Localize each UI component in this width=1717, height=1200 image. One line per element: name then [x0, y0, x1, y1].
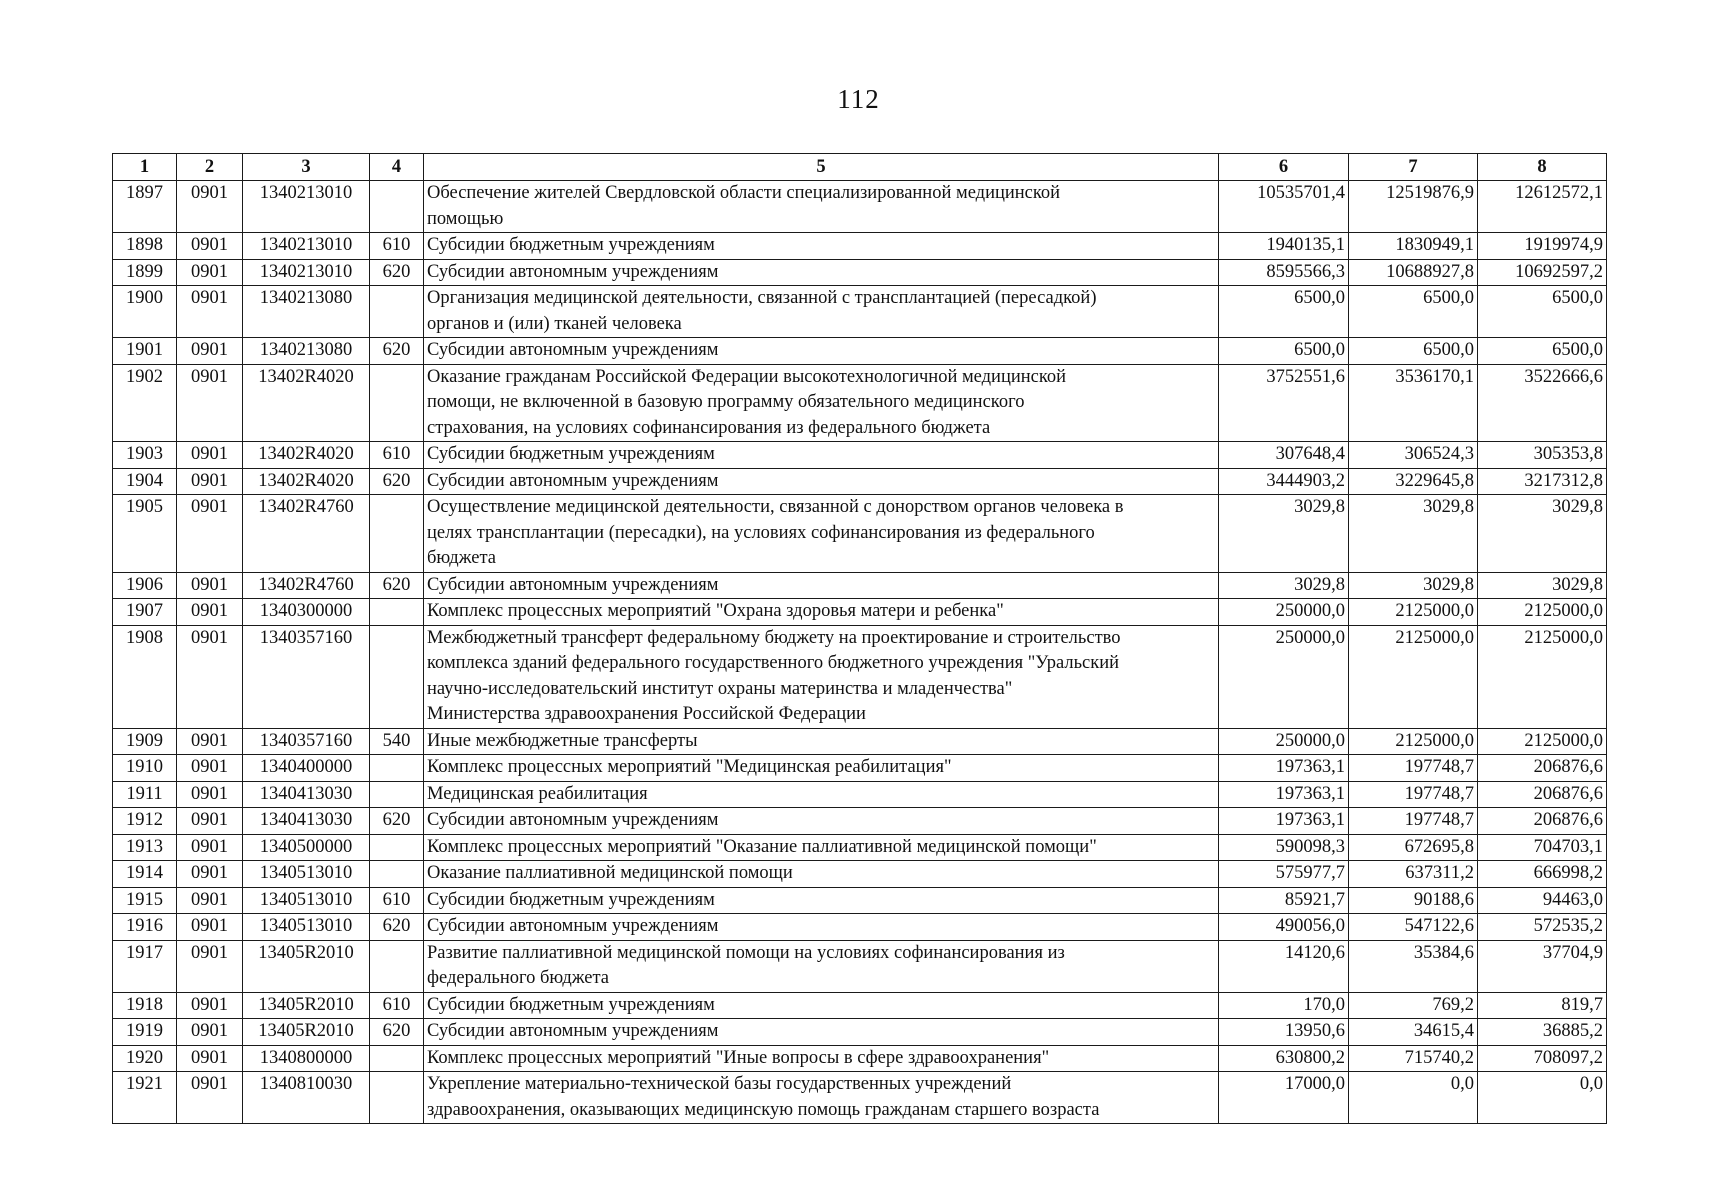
expense-type-code: 620: [370, 914, 424, 941]
expense-type-code: 620: [370, 572, 424, 599]
row-number: 1912: [113, 808, 177, 835]
target-article-code: 1340810030: [243, 1072, 370, 1124]
table-row: [113, 808, 1607, 835]
table-row: [113, 1019, 1607, 1046]
amount-col-7: 90188,6: [1349, 887, 1478, 914]
row-number: 1907: [113, 599, 177, 626]
target-article-code: 1340513010: [243, 887, 370, 914]
amount-col-8: 0,0: [1478, 1072, 1607, 1124]
amount-col-8: 3217312,8: [1478, 468, 1607, 495]
section-code: 0901: [177, 468, 243, 495]
amount-col-6: 1940135,1: [1219, 233, 1349, 260]
amount-col-6: 14120,6: [1219, 940, 1349, 992]
amount-col-6: 250000,0: [1219, 728, 1349, 755]
row-description: Субсидии автономным учреждениям: [424, 259, 1219, 286]
section-code: 0901: [177, 495, 243, 573]
table-row: [113, 781, 1607, 808]
amount-col-8: 1919974,9: [1478, 233, 1607, 260]
row-number: 1911: [113, 781, 177, 808]
section-code: 0901: [177, 914, 243, 941]
row-description: Комплекс процессных мероприятий "Иные вопросы в сфере здравоохранения": [424, 1045, 1219, 1072]
column-header: 3: [243, 154, 370, 181]
table-row: [113, 1045, 1607, 1072]
column-header: 2: [177, 154, 243, 181]
amount-col-8: 6500,0: [1478, 286, 1607, 338]
amount-col-7: 34615,4: [1349, 1019, 1478, 1046]
target-article-code: 1340213010: [243, 181, 370, 233]
amount-col-8: 2125000,0: [1478, 625, 1607, 728]
amount-col-7: 197748,7: [1349, 781, 1478, 808]
expense-type-code: 610: [370, 992, 424, 1019]
target-article-code: 1340500000: [243, 834, 370, 861]
amount-col-7: 3029,8: [1349, 572, 1478, 599]
amount-col-6: 3029,8: [1219, 572, 1349, 599]
row-number: 1900: [113, 286, 177, 338]
target-article-code: 1340413030: [243, 781, 370, 808]
amount-col-8: 2125000,0: [1478, 728, 1607, 755]
section-code: 0901: [177, 442, 243, 469]
row-number: 1904: [113, 468, 177, 495]
target-article-code: 1340413030: [243, 808, 370, 835]
table-row: [113, 887, 1607, 914]
row-number: 1905: [113, 495, 177, 573]
amount-col-7: 6500,0: [1349, 286, 1478, 338]
amount-col-6: 250000,0: [1219, 599, 1349, 626]
amount-col-6: 3444903,2: [1219, 468, 1349, 495]
row-description: Комплекс процессных мероприятий "Охрана здоровья матери и ребенка": [424, 599, 1219, 626]
amount-col-7: 3229645,8: [1349, 468, 1478, 495]
table-row: [113, 364, 1607, 442]
section-code: 0901: [177, 364, 243, 442]
amount-col-6: 8595566,3: [1219, 259, 1349, 286]
amount-col-7: 10688927,8: [1349, 259, 1478, 286]
amount-col-8: 3029,8: [1478, 572, 1607, 599]
section-code: 0901: [177, 625, 243, 728]
section-code: 0901: [177, 338, 243, 365]
table-row: [113, 625, 1607, 728]
target-article-code: 1340213010: [243, 233, 370, 260]
column-header: 8: [1478, 154, 1607, 181]
row-description: Субсидии автономным учреждениям: [424, 808, 1219, 835]
section-code: 0901: [177, 887, 243, 914]
amount-col-8: 708097,2: [1478, 1045, 1607, 1072]
section-code: 0901: [177, 1019, 243, 1046]
amount-col-6: 197363,1: [1219, 808, 1349, 835]
target-article-code: 13405R2010: [243, 940, 370, 992]
amount-col-6: 17000,0: [1219, 1072, 1349, 1124]
amount-col-7: 3536170,1: [1349, 364, 1478, 442]
section-code: 0901: [177, 233, 243, 260]
section-code: 0901: [177, 940, 243, 992]
expense-type-code: [370, 1045, 424, 1072]
row-description: Субсидии бюджетным учреждениям: [424, 442, 1219, 469]
amount-col-7: 2125000,0: [1349, 625, 1478, 728]
target-article-code: 1340213080: [243, 338, 370, 365]
amount-col-8: 206876,6: [1478, 808, 1607, 835]
row-description: Оказание гражданам Российской Федерации высокотехнологичной медицинской помощи, не включенной в базовую программу обязательного медицинского страхования, на условиях софинансирования из федерального бюджета: [424, 364, 1219, 442]
section-code: 0901: [177, 781, 243, 808]
amount-col-8: 206876,6: [1478, 755, 1607, 782]
expense-type-code: [370, 834, 424, 861]
expense-type-code: 620: [370, 259, 424, 286]
row-description: Укрепление материально-технической базы государственных учреждений здравоохранения, оказывающих медицинскую помощь гражданам старшего возраста: [424, 1072, 1219, 1124]
row-description: Межбюджетный трансферт федеральному бюджету на проектирование и строительство комплекса зданий федерального государственного бюджетного учреждения "Уральский научно-исследовательский институт охраны материнства и младенчества" Министерства здравоохранения Российской Федерации: [424, 625, 1219, 728]
expense-type-code: [370, 495, 424, 573]
target-article-code: 1340300000: [243, 599, 370, 626]
section-code: 0901: [177, 1072, 243, 1124]
section-code: 0901: [177, 286, 243, 338]
amount-col-7: 3029,8: [1349, 495, 1478, 573]
row-description: Субсидии бюджетным учреждениям: [424, 887, 1219, 914]
target-article-code: 1340213080: [243, 286, 370, 338]
amount-col-8: 3522666,6: [1478, 364, 1607, 442]
row-number: 1901: [113, 338, 177, 365]
section-code: 0901: [177, 728, 243, 755]
target-article-code: 1340400000: [243, 755, 370, 782]
expense-type-code: 540: [370, 728, 424, 755]
row-number: 1909: [113, 728, 177, 755]
amount-col-6: 575977,7: [1219, 861, 1349, 888]
row-number: 1898: [113, 233, 177, 260]
amount-col-7: 672695,8: [1349, 834, 1478, 861]
row-description: Комплекс процессных мероприятий "Оказание паллиативной медицинской помощи": [424, 834, 1219, 861]
section-code: 0901: [177, 808, 243, 835]
row-description: Осуществление медицинской деятельности, связанной с донорством органов человека в целях трансплантации (пересадки), на условиях софинансирования из федерального бюджета: [424, 495, 1219, 573]
amount-col-8: 94463,0: [1478, 887, 1607, 914]
amount-col-7: 1830949,1: [1349, 233, 1478, 260]
row-description: Организация медицинской деятельности, связанной с трансплантацией (пересадкой) органов и (или) тканей человека: [424, 286, 1219, 338]
table-row: [113, 861, 1607, 888]
amount-col-7: 637311,2: [1349, 861, 1478, 888]
row-description: Комплекс процессных мероприятий "Медицинская реабилитация": [424, 755, 1219, 782]
amount-col-8: 704703,1: [1478, 834, 1607, 861]
section-code: 0901: [177, 259, 243, 286]
section-code: 0901: [177, 572, 243, 599]
amount-col-7: 769,2: [1349, 992, 1478, 1019]
row-number: 1903: [113, 442, 177, 469]
row-number: 1920: [113, 1045, 177, 1072]
amount-col-6: 85921,7: [1219, 887, 1349, 914]
amount-col-8: 10692597,2: [1478, 259, 1607, 286]
table-row: [113, 495, 1607, 573]
target-article-code: 13402R4760: [243, 572, 370, 599]
row-description: Субсидии автономным учреждениям: [424, 1019, 1219, 1046]
row-description: Субсидии автономным учреждениям: [424, 338, 1219, 365]
expense-type-code: [370, 625, 424, 728]
amount-col-6: 590098,3: [1219, 834, 1349, 861]
table-row: [113, 914, 1607, 941]
amount-col-6: 3029,8: [1219, 495, 1349, 573]
expense-type-code: [370, 1072, 424, 1124]
amount-col-6: 10535701,4: [1219, 181, 1349, 233]
row-number: 1902: [113, 364, 177, 442]
amount-col-6: 197363,1: [1219, 781, 1349, 808]
target-article-code: 13405R2010: [243, 1019, 370, 1046]
row-description: Субсидии бюджетным учреждениям: [424, 233, 1219, 260]
amount-col-6: 630800,2: [1219, 1045, 1349, 1072]
row-description: Медицинская реабилитация: [424, 781, 1219, 808]
amount-col-6: 307648,4: [1219, 442, 1349, 469]
table-row: [113, 338, 1607, 365]
amount-col-8: 206876,6: [1478, 781, 1607, 808]
row-number: 1921: [113, 1072, 177, 1124]
table-body: [113, 181, 1607, 1124]
target-article-code: 1340513010: [243, 914, 370, 941]
section-code: 0901: [177, 181, 243, 233]
row-number: 1916: [113, 914, 177, 941]
section-code: 0901: [177, 1045, 243, 1072]
row-number: 1917: [113, 940, 177, 992]
row-description: Развитие паллиативной медицинской помощи на условиях софинансирования из федерального бюджета: [424, 940, 1219, 992]
expense-type-code: 620: [370, 468, 424, 495]
section-code: 0901: [177, 861, 243, 888]
amount-col-7: 306524,3: [1349, 442, 1478, 469]
row-number: 1897: [113, 181, 177, 233]
amount-col-7: 2125000,0: [1349, 728, 1478, 755]
target-article-code: 13402R4020: [243, 442, 370, 469]
expense-type-code: [370, 940, 424, 992]
table-row: [113, 755, 1607, 782]
table-row: [113, 992, 1607, 1019]
amount-col-7: 547122,6: [1349, 914, 1478, 941]
row-description: Субсидии автономным учреждениям: [424, 572, 1219, 599]
table-row: [113, 259, 1607, 286]
table-row: [113, 940, 1607, 992]
amount-col-7: 197748,7: [1349, 808, 1478, 835]
column-header: 1: [113, 154, 177, 181]
section-code: 0901: [177, 834, 243, 861]
page-number: 112: [837, 84, 880, 114]
amount-col-7: 715740,2: [1349, 1045, 1478, 1072]
table-row: [113, 728, 1607, 755]
row-number: 1914: [113, 861, 177, 888]
amount-col-7: 12519876,9: [1349, 181, 1478, 233]
target-article-code: 1340513010: [243, 861, 370, 888]
expense-type-code: [370, 364, 424, 442]
section-code: 0901: [177, 599, 243, 626]
column-header: 6: [1219, 154, 1349, 181]
amount-col-8: 2125000,0: [1478, 599, 1607, 626]
target-article-code: 13402R4020: [243, 364, 370, 442]
expense-type-code: [370, 286, 424, 338]
row-number: 1913: [113, 834, 177, 861]
row-description: Субсидии автономным учреждениям: [424, 914, 1219, 941]
amount-col-6: 197363,1: [1219, 755, 1349, 782]
expense-type-code: 610: [370, 887, 424, 914]
expense-type-code: 620: [370, 338, 424, 365]
table-row: [113, 233, 1607, 260]
expense-type-code: 610: [370, 442, 424, 469]
header-row: [113, 154, 1607, 181]
budget-table: [112, 153, 1607, 1124]
table-row: [113, 599, 1607, 626]
table-row: [113, 286, 1607, 338]
amount-col-8: 36885,2: [1478, 1019, 1607, 1046]
amount-col-6: 170,0: [1219, 992, 1349, 1019]
amount-col-8: 819,7: [1478, 992, 1607, 1019]
expense-type-code: [370, 861, 424, 888]
section-code: 0901: [177, 755, 243, 782]
amount-col-6: 6500,0: [1219, 338, 1349, 365]
expense-type-code: 610: [370, 233, 424, 260]
amount-col-8: 666998,2: [1478, 861, 1607, 888]
target-article-code: 1340800000: [243, 1045, 370, 1072]
row-description: Иные межбюджетные трансферты: [424, 728, 1219, 755]
row-number: 1910: [113, 755, 177, 782]
row-number: 1915: [113, 887, 177, 914]
table-row: [113, 572, 1607, 599]
amount-col-7: 197748,7: [1349, 755, 1478, 782]
amount-col-6: 6500,0: [1219, 286, 1349, 338]
table-row: [113, 181, 1607, 233]
table-row: [113, 468, 1607, 495]
column-header: 5: [424, 154, 1219, 181]
amount-col-8: 6500,0: [1478, 338, 1607, 365]
expense-type-code: 620: [370, 808, 424, 835]
amount-col-6: 490056,0: [1219, 914, 1349, 941]
amount-col-6: 13950,6: [1219, 1019, 1349, 1046]
target-article-code: 13402R4760: [243, 495, 370, 573]
section-code: 0901: [177, 992, 243, 1019]
row-description: Обеспечение жителей Свердловской области специализированной медицинской помощью: [424, 181, 1219, 233]
row-number: 1906: [113, 572, 177, 599]
amount-col-7: 6500,0: [1349, 338, 1478, 365]
row-number: 1908: [113, 625, 177, 728]
table-row: [113, 1072, 1607, 1124]
row-number: 1919: [113, 1019, 177, 1046]
expense-type-code: [370, 781, 424, 808]
amount-col-6: 3752551,6: [1219, 364, 1349, 442]
amount-col-8: 12612572,1: [1478, 181, 1607, 233]
target-article-code: 1340213010: [243, 259, 370, 286]
target-article-code: 1340357160: [243, 625, 370, 728]
target-article-code: 1340357160: [243, 728, 370, 755]
expense-type-code: [370, 755, 424, 782]
row-description: Оказание паллиативной медицинской помощи: [424, 861, 1219, 888]
amount-col-8: 37704,9: [1478, 940, 1607, 992]
expense-type-code: 620: [370, 1019, 424, 1046]
amount-col-7: 35384,6: [1349, 940, 1478, 992]
target-article-code: 13405R2010: [243, 992, 370, 1019]
row-number: 1899: [113, 259, 177, 286]
target-article-code: 13402R4020: [243, 468, 370, 495]
amount-col-8: 3029,8: [1478, 495, 1607, 573]
amount-col-7: 2125000,0: [1349, 599, 1478, 626]
amount-col-7: 0,0: [1349, 1072, 1478, 1124]
column-header: 4: [370, 154, 424, 181]
amount-col-8: 305353,8: [1478, 442, 1607, 469]
table-row: [113, 442, 1607, 469]
expense-type-code: [370, 599, 424, 626]
row-description: Субсидии автономным учреждениям: [424, 468, 1219, 495]
expense-type-code: [370, 181, 424, 233]
amount-col-6: 250000,0: [1219, 625, 1349, 728]
row-description: Субсидии бюджетным учреждениям: [424, 992, 1219, 1019]
column-header: 7: [1349, 154, 1478, 181]
amount-col-8: 572535,2: [1478, 914, 1607, 941]
row-number: 1918: [113, 992, 177, 1019]
table-row: [113, 834, 1607, 861]
